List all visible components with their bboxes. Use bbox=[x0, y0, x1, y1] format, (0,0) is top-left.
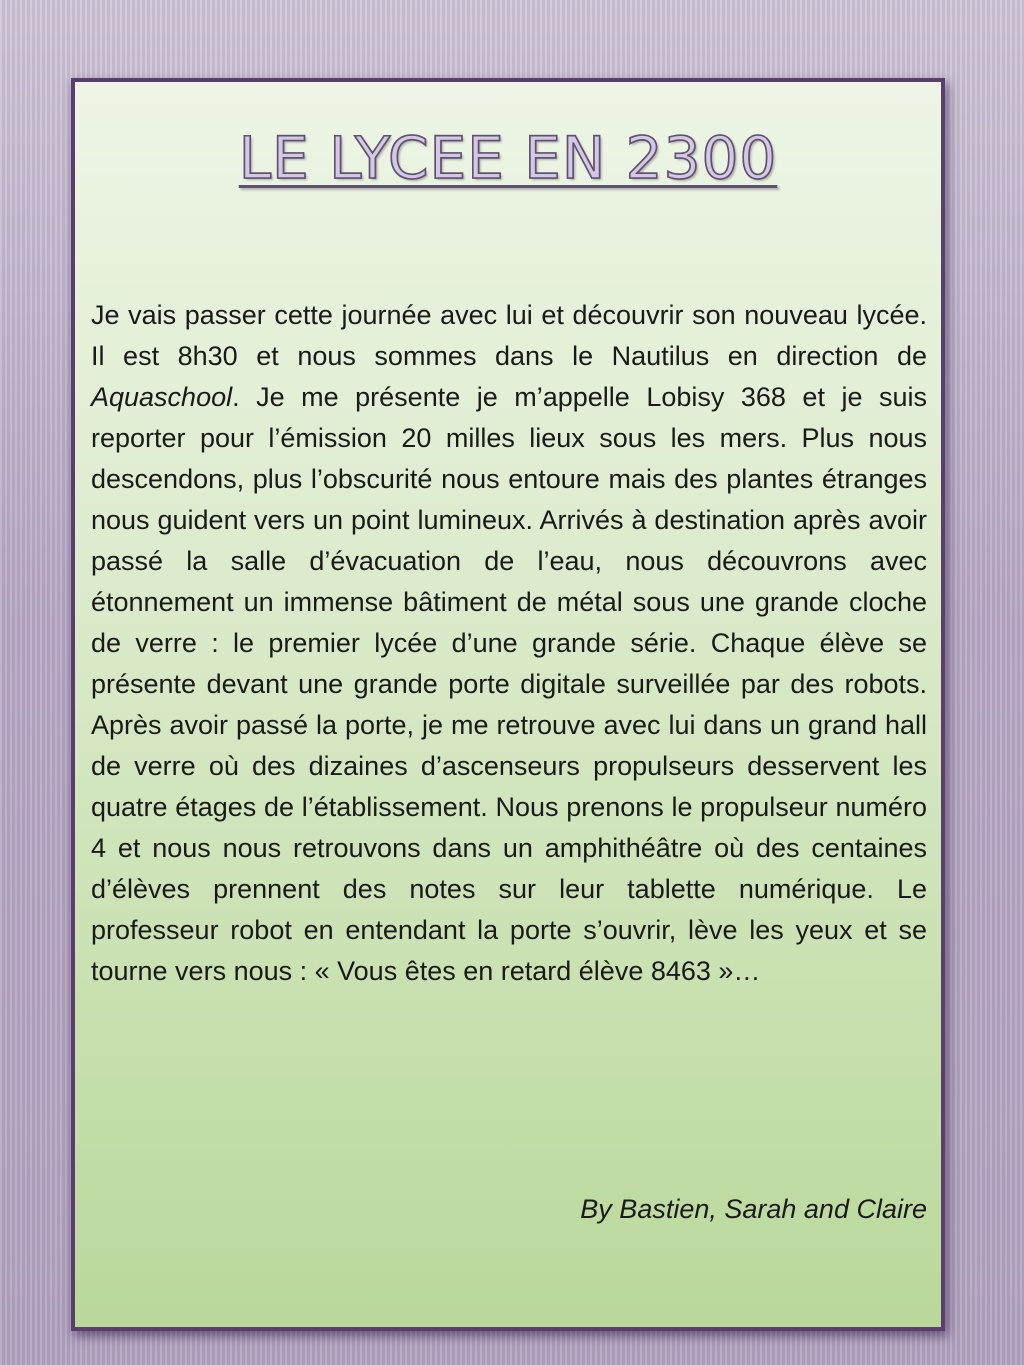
story-text-part-2: . Je me présente je m’appelle Lobisy 368 et je suis reporter pour l’émission 20 milles lieux sous les mers. Plus nous descendons, plus l’obscurité nous entoure mais des plantes étranges nous guident vers un point lumineux. Arrivés à destination après avoir passé la salle d’évacuation de l’eau, nous découvrons avec étonnement un immense bâtiment de métal sous une grande cloche de verre : le premier lycée d’une grande série. Chaque élève se présente devant une grande porte digitale surveillée par des robots. Après avoir passé la porte, je me retrouve avec lui dans un grand hall de verre où des dizaines d’ascenseurs propulseurs desservent les quatre étages de l’établissement. Nous prenons le propulseur numéro 4 et nous nous retrouvons dans un amphithéâtre où des centaines d’élèves prennent des notes sur leur tablette numérique. Le professeur robot en entendant la porte s’ouvrir, lève les yeux et se tourne vers nous : « Vous êtes en retard élève 8463 »… bbox=[91, 382, 927, 986]
slide-panel bbox=[71, 78, 945, 1331]
story-text-part-1: Je vais passer cette journée avec lui et découvrir son nouveau lycée. Il est 8h30 et nous sommes dans le Nautilus en direction de bbox=[91, 300, 927, 371]
author-credit: By Bastien, Sarah and Claire bbox=[580, 1194, 927, 1224]
story-paragraph bbox=[91, 295, 927, 992]
slide-title: LE LYCEE EN 2300 bbox=[238, 124, 778, 192]
story-text-emphasis: Aquaschool bbox=[91, 382, 233, 412]
